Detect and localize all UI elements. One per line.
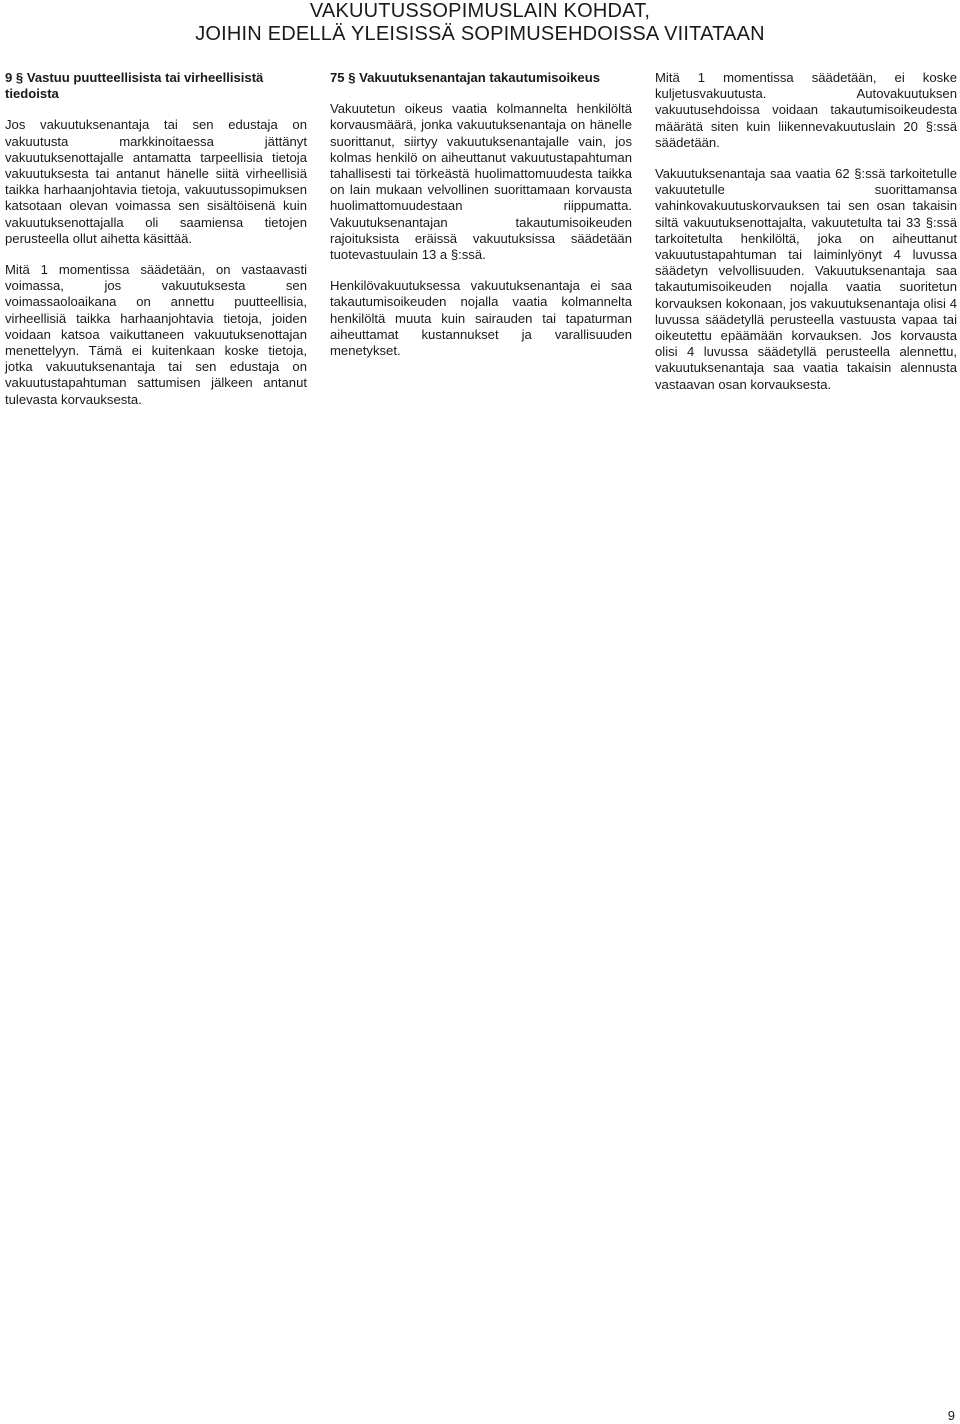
paragraph: Henkilövakuutuksessa vakuutuksenantaja ei saa takautumisoikeuden nojalla vaatia kolmannelta henkilöltä muuta kuin sairauden tai tapaturman aiheuttamat kustannukset ja varallisuuden menetykset. xyxy=(330,278,632,359)
paragraph: Mitä 1 momentissa säädetään, on vastaavasti voimassa, jos vakuutuksesta sen voimassaoloaikana on annettu puutteellisia, virheellisiä taikka harhaanjohtavia tietoja, joiden voidaan katsoa vaikuttaneen vakuutuksenottajan menettelyyn. Tämä ei kuitenkaan koske tietoja, jotka vakuutuksenantaja tai sen edustaja on vakuutustapahtuman sattumisen jälkeen antanut tulevasta korvauksesta. xyxy=(5,262,307,407)
section-heading-75: 75 § Vakuutuksenantajan takautumisoikeus xyxy=(330,70,600,85)
paragraph: Jos vakuutuksenantaja tai sen edustaja on vakuutusta markkinoitaessa jättänyt vakuutuksenottajalle antamatta tarpeellisia tietoja vakuutuksesta tai antanut hänelle siitä virheellisiä taikka harhaanjohtavia tietoja, vakuutussopimuksen katsotaan olevan voimassa sen sisältöisenä kuin vakuutuksenottajalla oli saamiensa tietojen perusteella ollut aihetta käsittää. xyxy=(5,117,307,246)
text-column-middle xyxy=(330,70,632,374)
page-header xyxy=(0,0,960,46)
paragraph: Vakuutetun oikeus vaatia kolmannelta henkilöltä korvausmäärä, jonka vakuutuksenantaja on hänelle suorittanut, siirtyy vakuutuksenantajalle vain, jos kolmas henkilö on aiheuttanut vakuutustapahtuman tahallisesti tai törkeästä huolimattomuudesta taikka on lain mukaan velvollinen suorittamaan korvausta huolimattomuudestaan riippumatta. Vakuutuksenantajan takautumisoikeuden rajoituksista eräissä vakuutuksissa säädetään tuotevastuulain 13 a §:ssä. xyxy=(330,101,632,263)
paragraph: Mitä 1 momentissa säädetään, ei koske kuljetusvakuutusta. Autovakuutuksen vakuutusehdoissa voidaan takautumisoikeudesta määrätä siten kuin liikennevakuutuslain 20 §:ssä säädetään. xyxy=(655,70,957,150)
section-heading-9: 9 § Vastuu puutteellisista tai virheellisistä tiedoista xyxy=(5,70,264,102)
text-column-left xyxy=(5,70,307,423)
paragraph: Vakuutuksenantaja saa vaatia 62 §:ssä tarkoitetulle vakuutetulle suorittamansa vahinkovakuutuskorvauksen tai sen osan takaisin siltä vakuutuksenottajalta, vakuutetulta tai 33 §:ssä tarkoitetulta henkilöltä, joka on aiheuttanut vakuutustapahtuman tai laiminlyönyt 4 luvussa säädetyn velvollisuuden. Vakuutuksenantaja saa takautumisoikeuden nojalla vaatia suoritetun korvauksen kokonaan, jos vakuutuksenantaja olisi 4 luvussa säädetyllä perusteella vastuusta vapaa tai oikeutettu epäämään korvauksen. Jos korvausta olisi 4 luvussa säädetyllä perusteella alennettu, vakuutuksenantaja saa vaatia takaisin alennusta vastaavan osan korvauksesta. xyxy=(655,166,957,392)
page-number: 9 xyxy=(947,1408,955,1423)
text-column-right xyxy=(655,70,957,408)
page-title-line-1: VAKUUTUSSOPIMUSLAIN KOHDAT, xyxy=(309,0,651,22)
page-title-line-2: JOIHIN EDELLÄ YLEISISSÄ SOPIMUSEHDOISSA VIITATAAN xyxy=(195,23,765,45)
